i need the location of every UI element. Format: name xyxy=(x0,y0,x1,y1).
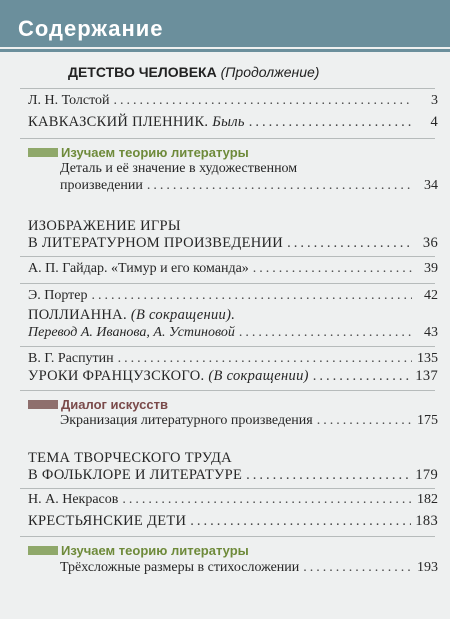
leader-dots xyxy=(92,288,413,304)
section-title-caps: ДЕТСТВО ЧЕЛОВЕКА xyxy=(68,64,217,80)
rubric-theory-2 xyxy=(28,543,249,558)
page-number: 137 xyxy=(415,368,438,384)
toc-entry-perevod[interactable] xyxy=(28,325,438,343)
entry-author: Л. Н. Толстой xyxy=(28,93,110,108)
page-number: 4 xyxy=(430,114,438,130)
entry-author: В. Г. Распутин xyxy=(28,351,114,366)
toc-entry-tolstoy[interactable] xyxy=(28,93,438,111)
divider xyxy=(20,390,435,391)
page-number: 42 xyxy=(424,288,438,303)
divider xyxy=(20,138,435,139)
leader-dots xyxy=(303,560,412,576)
toc-entry-ekran[interactable] xyxy=(60,413,438,431)
page-number: 175 xyxy=(417,413,438,428)
entry-translator: Перевод А. Иванова, А. Устиновой xyxy=(28,325,235,340)
entry-title: УРОКИ ФРАНЦУЗСКОГО. (В сокращении) xyxy=(28,368,309,384)
leader-dots xyxy=(249,114,412,131)
toc-entry-igra[interactable] xyxy=(28,235,438,253)
leader-dots xyxy=(118,351,412,367)
leader-dots xyxy=(287,235,412,252)
page-number: 34 xyxy=(424,178,438,193)
entry-title: ПОЛЛИАННА. xyxy=(28,307,127,323)
section-title-italic: (Продолжение) xyxy=(220,64,320,80)
rubric-marker xyxy=(28,148,58,157)
page-number: 39 xyxy=(424,261,438,276)
rubric-label: Изучаем теорию литературы xyxy=(61,145,249,160)
leader-dots xyxy=(246,467,411,484)
toc-entry-detal[interactable] xyxy=(60,178,438,196)
leader-dots xyxy=(239,325,412,341)
header-bar xyxy=(0,0,450,47)
toc-entry-kavkaz[interactable] xyxy=(28,114,438,132)
page-number: 43 xyxy=(424,325,438,340)
rubric-label: Диалог искусств xyxy=(61,397,168,412)
rubric-dialog xyxy=(28,397,168,412)
leader-dots xyxy=(253,261,412,277)
entry-title: В ЛИТЕРАТУРНОМ ПРОИЗВЕДЕНИИ xyxy=(28,235,284,251)
leader-dots xyxy=(114,93,412,109)
divider xyxy=(20,346,435,347)
toc-entry-razmery[interactable] xyxy=(60,560,438,578)
toc-entry-gaidar[interactable] xyxy=(28,261,438,279)
section-title-detstvo xyxy=(68,64,319,80)
rubric-theory-1 xyxy=(28,145,249,160)
toc-entry-nekrasov[interactable] xyxy=(28,492,438,510)
entry-title: А. П. Гайдар. «Тимур и его команда» xyxy=(28,261,249,276)
page-number: 3 xyxy=(431,93,438,108)
leader-dots xyxy=(313,368,412,385)
divider xyxy=(20,256,435,257)
toc-entry-porter[interactable] xyxy=(28,288,438,306)
entry-title: КРЕСТЬЯНСКИЕ ДЕТИ xyxy=(28,513,187,529)
toc-entry-trud-line1[interactable]: ТЕМА ТВОРЧЕСКОГО ТРУДА xyxy=(28,450,232,466)
leader-dots xyxy=(317,413,412,429)
toc-entry-uroki[interactable] xyxy=(28,368,438,386)
divider xyxy=(20,88,435,89)
leader-dots xyxy=(122,492,412,508)
toc-entry-trud[interactable] xyxy=(28,467,438,485)
entry-title: Экранизация литературного произведения xyxy=(60,413,313,428)
toc-entry-rasputin[interactable] xyxy=(28,351,438,369)
page-number: 179 xyxy=(415,467,438,483)
divider xyxy=(20,283,435,284)
rubric-label: Изучаем теорию литературы xyxy=(61,543,249,558)
leader-dots xyxy=(147,178,412,194)
page-number: 193 xyxy=(417,560,438,575)
page-number: 36 xyxy=(422,235,438,251)
entry-title: произведении xyxy=(60,178,143,193)
page-number: 183 xyxy=(415,513,438,529)
header-underline xyxy=(0,49,450,52)
toc-entry-igra-line1[interactable]: ИЗОБРАЖЕНИЕ ИГРЫ xyxy=(28,218,181,234)
divider xyxy=(20,488,435,489)
page-number: 135 xyxy=(417,351,438,366)
entry-title: В ФОЛЬКЛОРЕ И ЛИТЕРАТУРЕ xyxy=(28,467,243,483)
entry-author: Э. Портер xyxy=(28,288,88,303)
page-number: 182 xyxy=(417,492,438,507)
entry-author: Н. А. Некрасов xyxy=(28,492,119,507)
toc-entry-kresty[interactable] xyxy=(28,513,438,531)
entry-note: (В сокращении). xyxy=(130,307,236,323)
toc-entry-detal-line1[interactable]: Деталь и её значение в художественном xyxy=(60,161,298,176)
entry-title: Трёхсложные размеры в стихосложении xyxy=(60,560,300,575)
toc-entry-pollianna[interactable] xyxy=(28,307,235,324)
rubric-marker xyxy=(28,546,58,555)
page-title: Содержание xyxy=(18,16,164,41)
rubric-marker xyxy=(28,400,58,409)
entry-title: КАВКАЗСКИЙ ПЛЕННИК. Быль xyxy=(28,114,245,130)
divider xyxy=(20,536,435,537)
leader-dots xyxy=(190,513,411,530)
